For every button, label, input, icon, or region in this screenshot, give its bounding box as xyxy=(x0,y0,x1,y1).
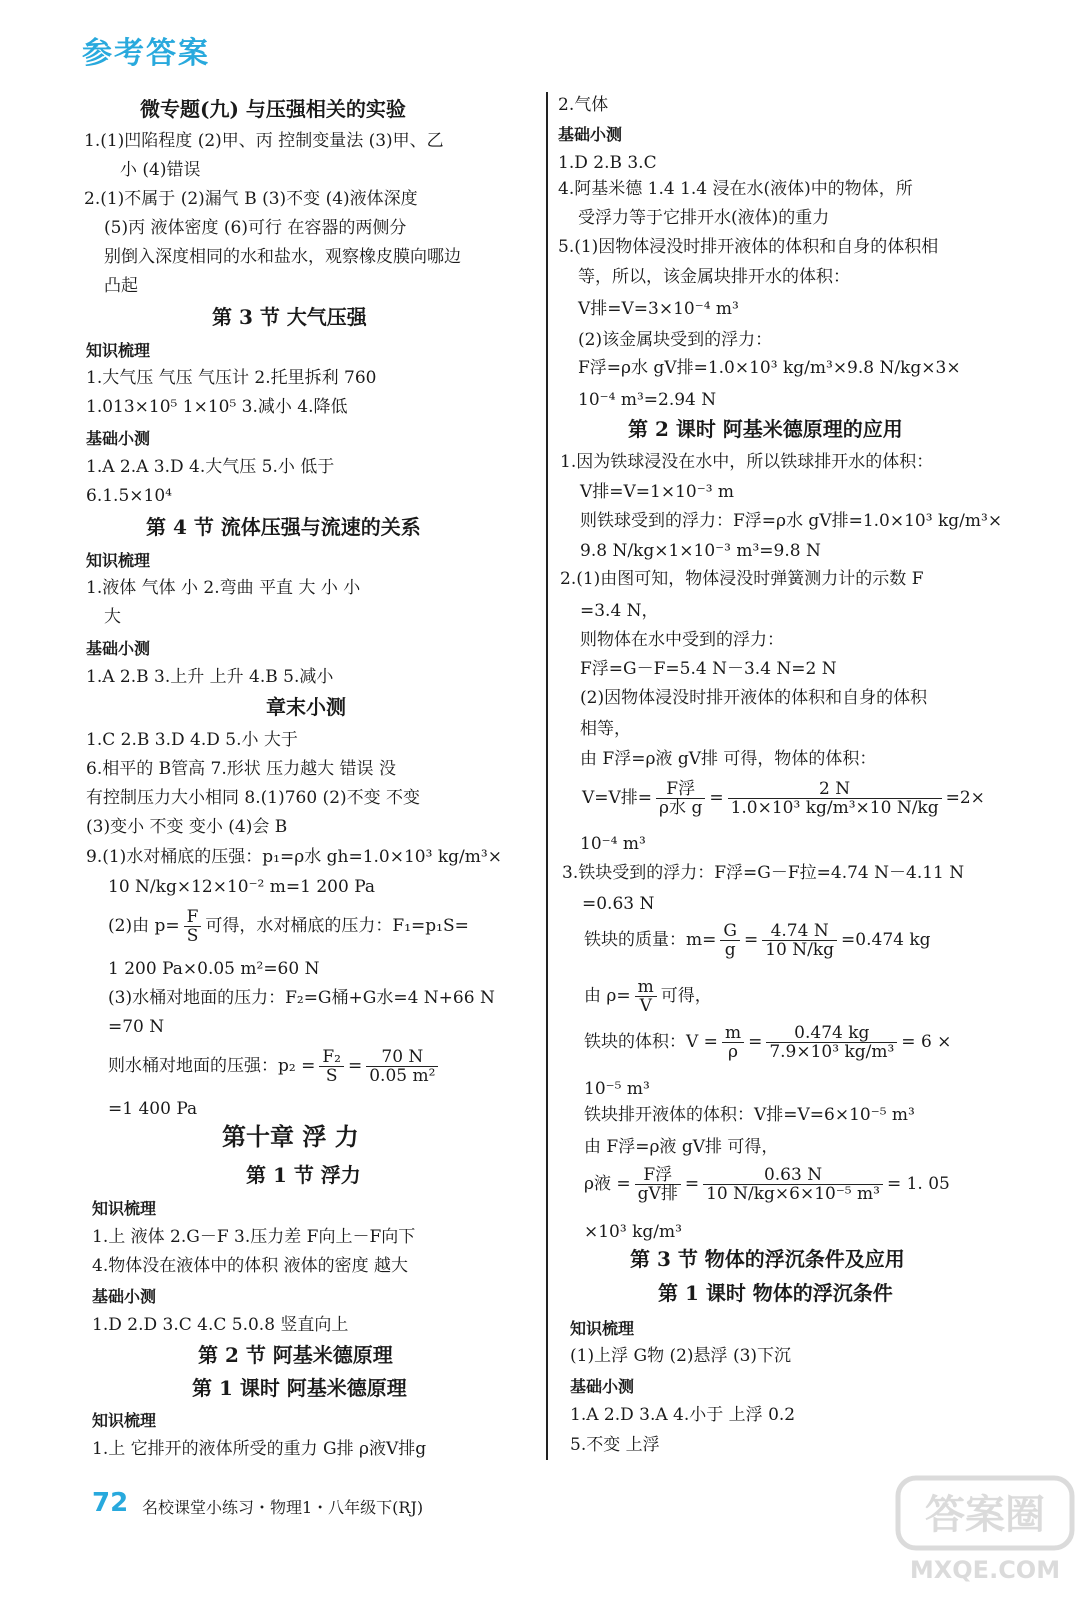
formula-line: 则水桶对地面的压强：p₂ = $\frac{\text{F₂}}{S}$ = $\frac{70 N}{\text{0.05 m²}}$ xyxy=(108,1048,442,1085)
answer-line: =0.63 N xyxy=(582,894,655,914)
answer-line: (3)水桶对地面的压力：F₂=G桶+G水=4 N+66 N xyxy=(108,988,495,1008)
answer-line: 9.8 N/kg×1×10⁻³ m³=9.8 N xyxy=(580,541,821,561)
section-heading: 微专题(九) 与压强相关的实验 xyxy=(140,97,406,121)
answer-line: 6.1.5×10⁴ xyxy=(86,486,172,506)
page-number: 72 xyxy=(92,1488,129,1518)
book-title: 名校课堂小练习・物理1・八年级下(RJ) xyxy=(142,1498,424,1517)
answer-line: 1 200 Pa×0.05 m²=60 N xyxy=(108,959,320,979)
answer-line: 受浮力等于它排开水(液体)的重力 xyxy=(578,208,830,228)
answer-line: V排=V=1×10⁻³ m xyxy=(580,482,735,502)
section-heading: 第 3 节 物体的浮沉条件及应用 xyxy=(630,1247,905,1271)
answer-line: F浮=ρ水 gV排=1.0×10³ kg/m³×9.8 N/kg×3× xyxy=(578,358,961,378)
section-heading: 第 1 课时 阿基米德原理 xyxy=(192,1376,407,1400)
answer-line: 1.C 2.B 3.D 4.D 5.小 大于 xyxy=(86,730,298,750)
answer-line: 有控制压力大小相同 8.(1)760 (2)不变 不变 xyxy=(86,788,421,808)
answer-line: 3.铁块受到的浮力：F浮=G－F拉=4.74 N－4.11 N xyxy=(562,863,965,883)
answer-line: 1.D 2.B 3.C xyxy=(558,153,657,173)
answer-line: 5.(1)因物体浸没时排开液体的体积和自身的体积相 xyxy=(558,237,939,257)
answer-line: 4.物体没在液体中的体积 液体的密度 越大 xyxy=(92,1256,409,1276)
answer-line: 1.液体 气体 小 2.弯曲 平直 大 小 小 xyxy=(86,578,361,598)
section-tag: 基础小测 xyxy=(558,125,623,144)
answer-line: (2)因物体浸没时排开液体的体积和自身的体积 xyxy=(580,688,928,708)
answer-line: 1.上 液体 2.G－F 3.压力差 F向上－F向下 xyxy=(92,1227,416,1247)
svg-text:MXQE.COM: MXQE.COM xyxy=(909,1556,1061,1584)
answer-line: 小 (4)错误 xyxy=(120,160,201,180)
svg-text:答案圈: 答案圈 xyxy=(925,1492,1045,1538)
section-tag: 知识梳理 xyxy=(570,1319,635,1338)
answer-line: 1.A 2.D 3.A 4.小于 上浮 0.2 xyxy=(570,1405,796,1425)
column-divider xyxy=(546,92,548,1460)
page-header-title: 参考答案 xyxy=(82,36,210,71)
formula-line: 铁块的体积：V = $\frac{m}{\rho}$ = $\frac{0.474 kg}{\text{7.9×10³ kg/m³}}$ = 6 × xyxy=(584,1023,952,1062)
answer-line: V排=V=3×10⁻⁴ m³ xyxy=(578,299,739,319)
answer-line: (5)丙 液体密度 (6)可行 在容器的两侧分 xyxy=(104,218,407,238)
section-heading: 第 2 课时 阿基米德原理的应用 xyxy=(628,417,903,441)
answer-line: 2.(1)不属于 (2)漏气 B (3)不变 (4)液体深度 xyxy=(84,189,418,209)
answer-line: 4.阿基米德 1.4 1.4 浸在水(液体)中的物体，所 xyxy=(558,179,913,199)
answer-line: 1.大气压 气压 气压计 2.托里拆利 760 xyxy=(86,368,377,388)
formula-line: V=V排= $\frac{\text{F浮}}{\text{ρ水 g}}$ = $\frac{2 N}{\text{1.0×10³ kg/m³×10 N/kg}}$ =2× xyxy=(582,779,985,818)
answer-line: 凸起 xyxy=(104,276,138,296)
formula-line: 由 ρ= $\frac{m}{V}$ 可得， xyxy=(584,977,712,1016)
answer-line: 1.D 2.D 3.C 4.C 5.0.8 竖直向上 xyxy=(92,1315,349,1335)
section-tag: 知识梳理 xyxy=(86,551,151,570)
section-heading: 第 2 节 阿基米德原理 xyxy=(198,1343,393,1367)
section-tag: 知识梳理 xyxy=(92,1411,157,1430)
answer-line: 由 F浮=ρ液 gV排 可得， xyxy=(584,1137,779,1157)
section-heading: 第十章 浮 力 xyxy=(222,1122,359,1151)
answer-line: F浮=G－F=5.4 N－3.4 N=2 N xyxy=(580,659,837,679)
answer-line: (1)上浮 G物 (2)悬浮 (3)下沉 xyxy=(570,1346,792,1366)
section-heading: 第 4 节 流体压强与流速的关系 xyxy=(146,515,421,539)
section-tag: 知识梳理 xyxy=(92,1199,157,1218)
formula-line: (2)由 p= $\frac{F}{S}$ 可得，水对桶底的压力：F₁=p₁S= xyxy=(108,907,469,946)
section-heading: 第 1 课时 物体的浮沉条件 xyxy=(658,1281,893,1305)
answer-line: =3.4 N， xyxy=(580,601,659,621)
answer-line: 由 F浮=ρ液 gV排 可得，物体的体积： xyxy=(580,749,877,769)
answer-line: 等，所以，该金属块排开水的体积： xyxy=(578,267,850,287)
section-tag: 基础小测 xyxy=(86,429,151,448)
answer-line: =1 400 Pa xyxy=(108,1099,198,1119)
answer-line: 则铁球受到的浮力：F浮=ρ水 gV排=1.0×10³ kg/m³× xyxy=(580,511,1003,531)
watermark-logo xyxy=(890,1470,1080,1590)
answer-line: 1.013×10⁵ 1×10⁵ 3.减小 4.降低 xyxy=(86,397,348,417)
answer-line: 相等， xyxy=(580,719,631,739)
answer-line: 1.(1)凹陷程度 (2)甲、丙 控制变量法 (3)甲、乙 xyxy=(84,131,444,151)
answer-line: ×10³ kg/m³ xyxy=(584,1222,682,1242)
answer-line: 别倒入深度相同的水和盐水，观察橡皮膜向哪边 xyxy=(104,247,461,267)
answer-line: 9.(1)水对桶底的压强：p₁=ρ水 gh=1.0×10³ kg/m³× xyxy=(86,847,502,867)
answer-line: 1.A 2.B 3.上升 上升 4.B 5.减小 xyxy=(86,667,334,687)
answer-line: 10 N/kg×12×10⁻² m=1 200 Pa xyxy=(108,877,376,897)
answer-line: 2.气体 xyxy=(558,95,609,115)
answer-line: =70 N xyxy=(108,1017,165,1037)
answer-line: (3)变小 不变 变小 (4)会 B xyxy=(86,817,288,837)
section-heading: 章末小测 xyxy=(266,695,346,719)
section-tag: 基础小测 xyxy=(570,1377,635,1396)
answer-line: 1.上 它排开的液体所受的重力 G排 ρ液V排g xyxy=(92,1439,427,1459)
section-tag: 知识梳理 xyxy=(86,341,151,360)
formula-line: ρ液 = $\frac{\text{F浮}}{\text{gV排}}$ = $\frac{0.63 N}{\text{10 N/kg×6×10⁻⁵ m³}}$ = 1. 05 xyxy=(584,1165,950,1204)
answer-line: 大 xyxy=(104,607,121,627)
section-tag: 基础小测 xyxy=(86,639,151,658)
answer-line: 则物体在水中受到的浮力： xyxy=(580,630,784,650)
section-heading: 第 1 节 浮力 xyxy=(246,1163,361,1187)
answer-line: 1.A 2.A 3.D 4.大气压 5.小 低于 xyxy=(86,457,335,477)
answer-line: 6.相平的 B管高 7.形状 压力越大 错误 没 xyxy=(86,759,396,779)
answer-line: (2)该金属块受到的浮力： xyxy=(578,330,773,350)
section-heading: 第 3 节 大气压强 xyxy=(212,305,367,329)
answer-line: 5.不变 上浮 xyxy=(570,1435,660,1455)
answer-line: 10⁻⁵ m³ xyxy=(584,1079,650,1099)
answer-line: 10⁻⁴ m³ xyxy=(580,834,646,854)
answer-line: 10⁻⁴ m³=2.94 N xyxy=(578,390,717,410)
answer-line: 2.(1)由图可知，物体浸没时弹簧测力计的示数 F xyxy=(560,569,924,589)
formula-line: 铁块的质量：m= $\frac{G}{g}$ = $\frac{4.74 N}{10 N/kg}$ =0.474 kg xyxy=(584,921,931,960)
answer-line: 1.因为铁球浸没在水中，所以铁球排开水的体积： xyxy=(560,452,934,472)
section-tag: 基础小测 xyxy=(92,1287,157,1306)
answer-line: 铁块排开液体的体积：V排=V=6×10⁻⁵ m³ xyxy=(584,1105,915,1125)
